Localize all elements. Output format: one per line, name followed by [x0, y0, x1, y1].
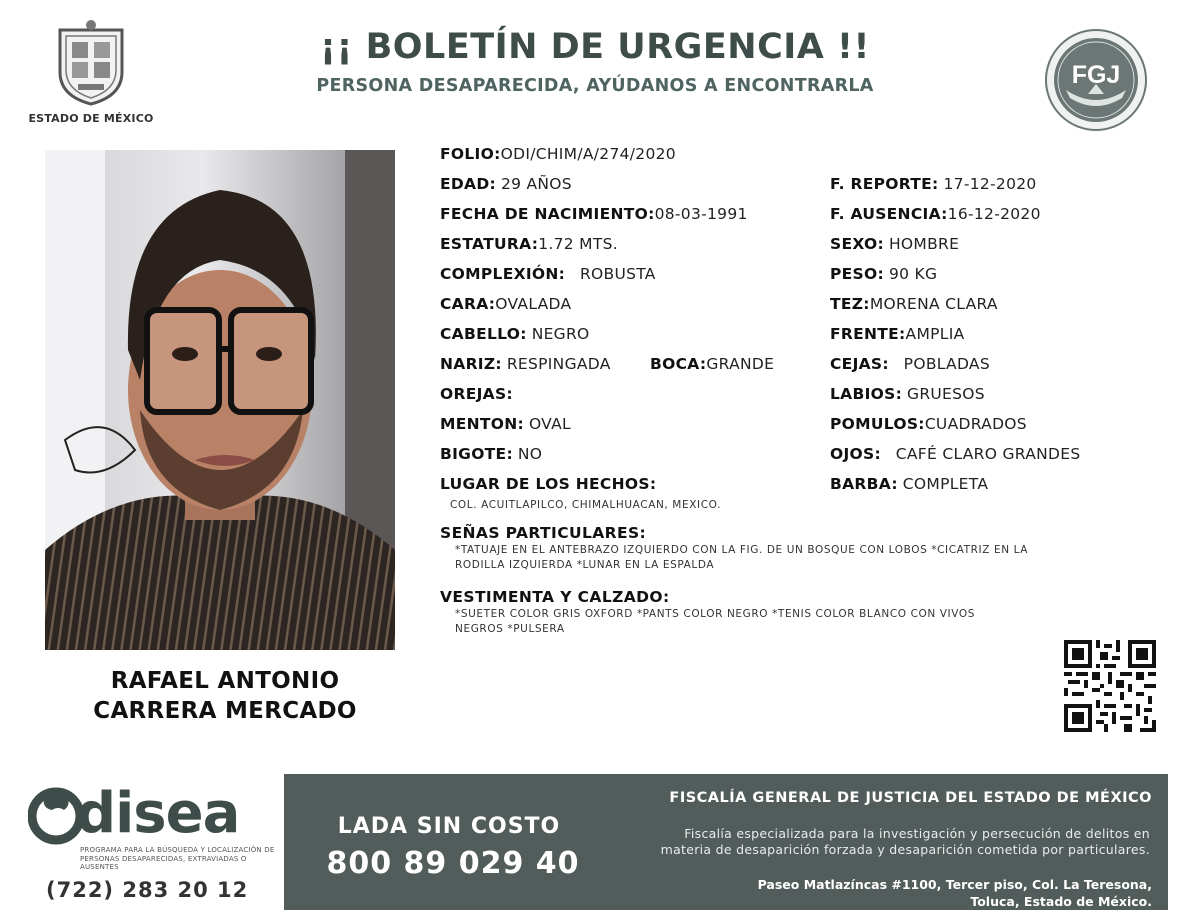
- footer-contact-band: [284, 774, 1168, 910]
- person-portrait-image: [45, 150, 395, 650]
- field-cabello: CABELLO: NEGRO: [440, 325, 590, 343]
- fiscalia-description: [590, 826, 1150, 858]
- qr-code-icon: [1064, 640, 1156, 732]
- fiscalia-desc-line2: materia de desaparición forzada y desaparición cometida por particulares.: [660, 842, 1150, 857]
- field-bigote: BIGOTE: NO: [440, 445, 543, 463]
- vestimenta-line2: NEGROS *PULSERA: [455, 623, 565, 635]
- address-line1: Paseo Matlazíncas #1100, Tercer piso, Col. La Teresona,: [757, 877, 1152, 892]
- lada-label: LADA SIN COSTO: [337, 814, 561, 839]
- state-coat-of-arms-icon: [52, 18, 130, 106]
- bulletin-subtitle: PERSONA DESAPARECIDA, AYÚDANOS A ENCONTRARLA: [316, 76, 874, 96]
- person-name: [40, 666, 410, 726]
- fiscalia-title: FISCALÍA GENERAL DE JUSTICIA DEL ESTADO DE MÉXICO: [669, 790, 1152, 806]
- fgj-seal-icon: [1044, 28, 1148, 132]
- field-edad: EDAD: 29 AÑOS: [440, 175, 572, 193]
- field-fecha-ausencia: F. AUSENCIA:16-12-2020: [830, 205, 1041, 223]
- field-boca: BOCA:GRANDE: [650, 355, 775, 373]
- person-name-line1: RAFAEL ANTONIO: [110, 668, 340, 694]
- vestimenta-line1: *SUETER COLOR GRIS OXFORD *PANTS COLOR NEGRO *TENIS COLOR BLANCO CON VIVOS: [455, 608, 975, 620]
- field-menton: MENTON: OVAL: [440, 415, 571, 433]
- field-cara: CARA:OVALADA: [440, 295, 572, 313]
- vestimenta-heading: VESTIMENTA Y CALZADO:: [440, 588, 670, 606]
- field-labios: LABIOS: GRUESOS: [830, 385, 985, 403]
- field-orejas: OREJAS:: [440, 385, 513, 403]
- field-ojos: OJOS: CAFÉ CLARO GRANDES: [830, 445, 1081, 463]
- field-estatura: ESTATURA:1.72 MTS.: [440, 235, 618, 253]
- field-sexo: SEXO: HOMBRE: [830, 235, 960, 253]
- odisea-wordmark: disea: [76, 781, 240, 846]
- senas-line2: RODILLA IZQUIERDA *LUNAR EN LA ESPALDA: [455, 559, 715, 571]
- state-name: ESTADO DE MÉXICO: [28, 112, 154, 125]
- field-fecha-nacimiento: FECHA DE NACIMIENTO:08-03-1991: [440, 205, 748, 223]
- bulletin-title: ¡¡ BOLETÍN DE URGENCIA !!: [320, 27, 870, 67]
- field-folio: FOLIO:ODI/CHIM/A/274/2020: [440, 145, 676, 163]
- field-fecha-reporte: F. REPORTE: 17-12-2020: [830, 175, 1037, 193]
- odisea-logo: [28, 780, 278, 910]
- odisea-phone[interactable]: (722) 283 20 12: [46, 878, 249, 902]
- senas-line1: *TATUAJE EN EL ANTEBRAZO IZQUIERDO CON LA FIG. DE UN BOSQUE CON LOBOS *CICATRIZ EN LA: [455, 544, 1029, 556]
- field-barba: BARBA: COMPLETA: [830, 475, 989, 493]
- fgj-badge: [1044, 28, 1148, 132]
- field-lugar-hechos: LUGAR DE LOS HECHOS:: [440, 475, 657, 493]
- fiscalia-desc-line1: Fiscalía especializada para la investigación y persecución de delitos en: [684, 826, 1150, 841]
- lugar-hechos-detalle: COL. ACUITLAPILCO, CHIMALHUACAN, MEXICO.: [450, 499, 722, 511]
- fiscalia-address: [592, 876, 1152, 910]
- field-peso: PESO: 90 KG: [830, 265, 938, 283]
- badge-text: FGJ: [1071, 61, 1121, 89]
- senas-heading: SEÑAS PARTICULARES:: [440, 524, 647, 542]
- qr-code[interactable]: [1064, 640, 1156, 732]
- field-nariz: NARIZ: RESPINGADA: [440, 355, 611, 373]
- address-line2: Toluca, Estado de México.: [970, 894, 1152, 909]
- field-frente: FRENTE:AMPLIA: [830, 325, 965, 343]
- field-complexion: COMPLEXIÓN: ROBUSTA: [440, 265, 656, 283]
- person-name-line2: CARRERA MERCADO: [93, 698, 357, 724]
- missing-person-photo: [45, 150, 395, 650]
- field-tez: TEZ:MORENA CLARA: [830, 295, 998, 313]
- field-cejas: CEJAS: POBLADAS: [830, 355, 990, 373]
- lada-phone-number[interactable]: 800 89 029 40: [326, 846, 580, 881]
- field-pomulos: POMULOS:CUADRADOS: [830, 415, 1027, 433]
- odisea-tagline: PROGRAMA PARA LA BÚSQUEDA Y LOCALIZACIÓN DE PERSONAS DESAPARECIDAS, EXTRAVIADAS O AUSENTES: [80, 846, 275, 871]
- estado-de-mexico-logo: [28, 18, 154, 125]
